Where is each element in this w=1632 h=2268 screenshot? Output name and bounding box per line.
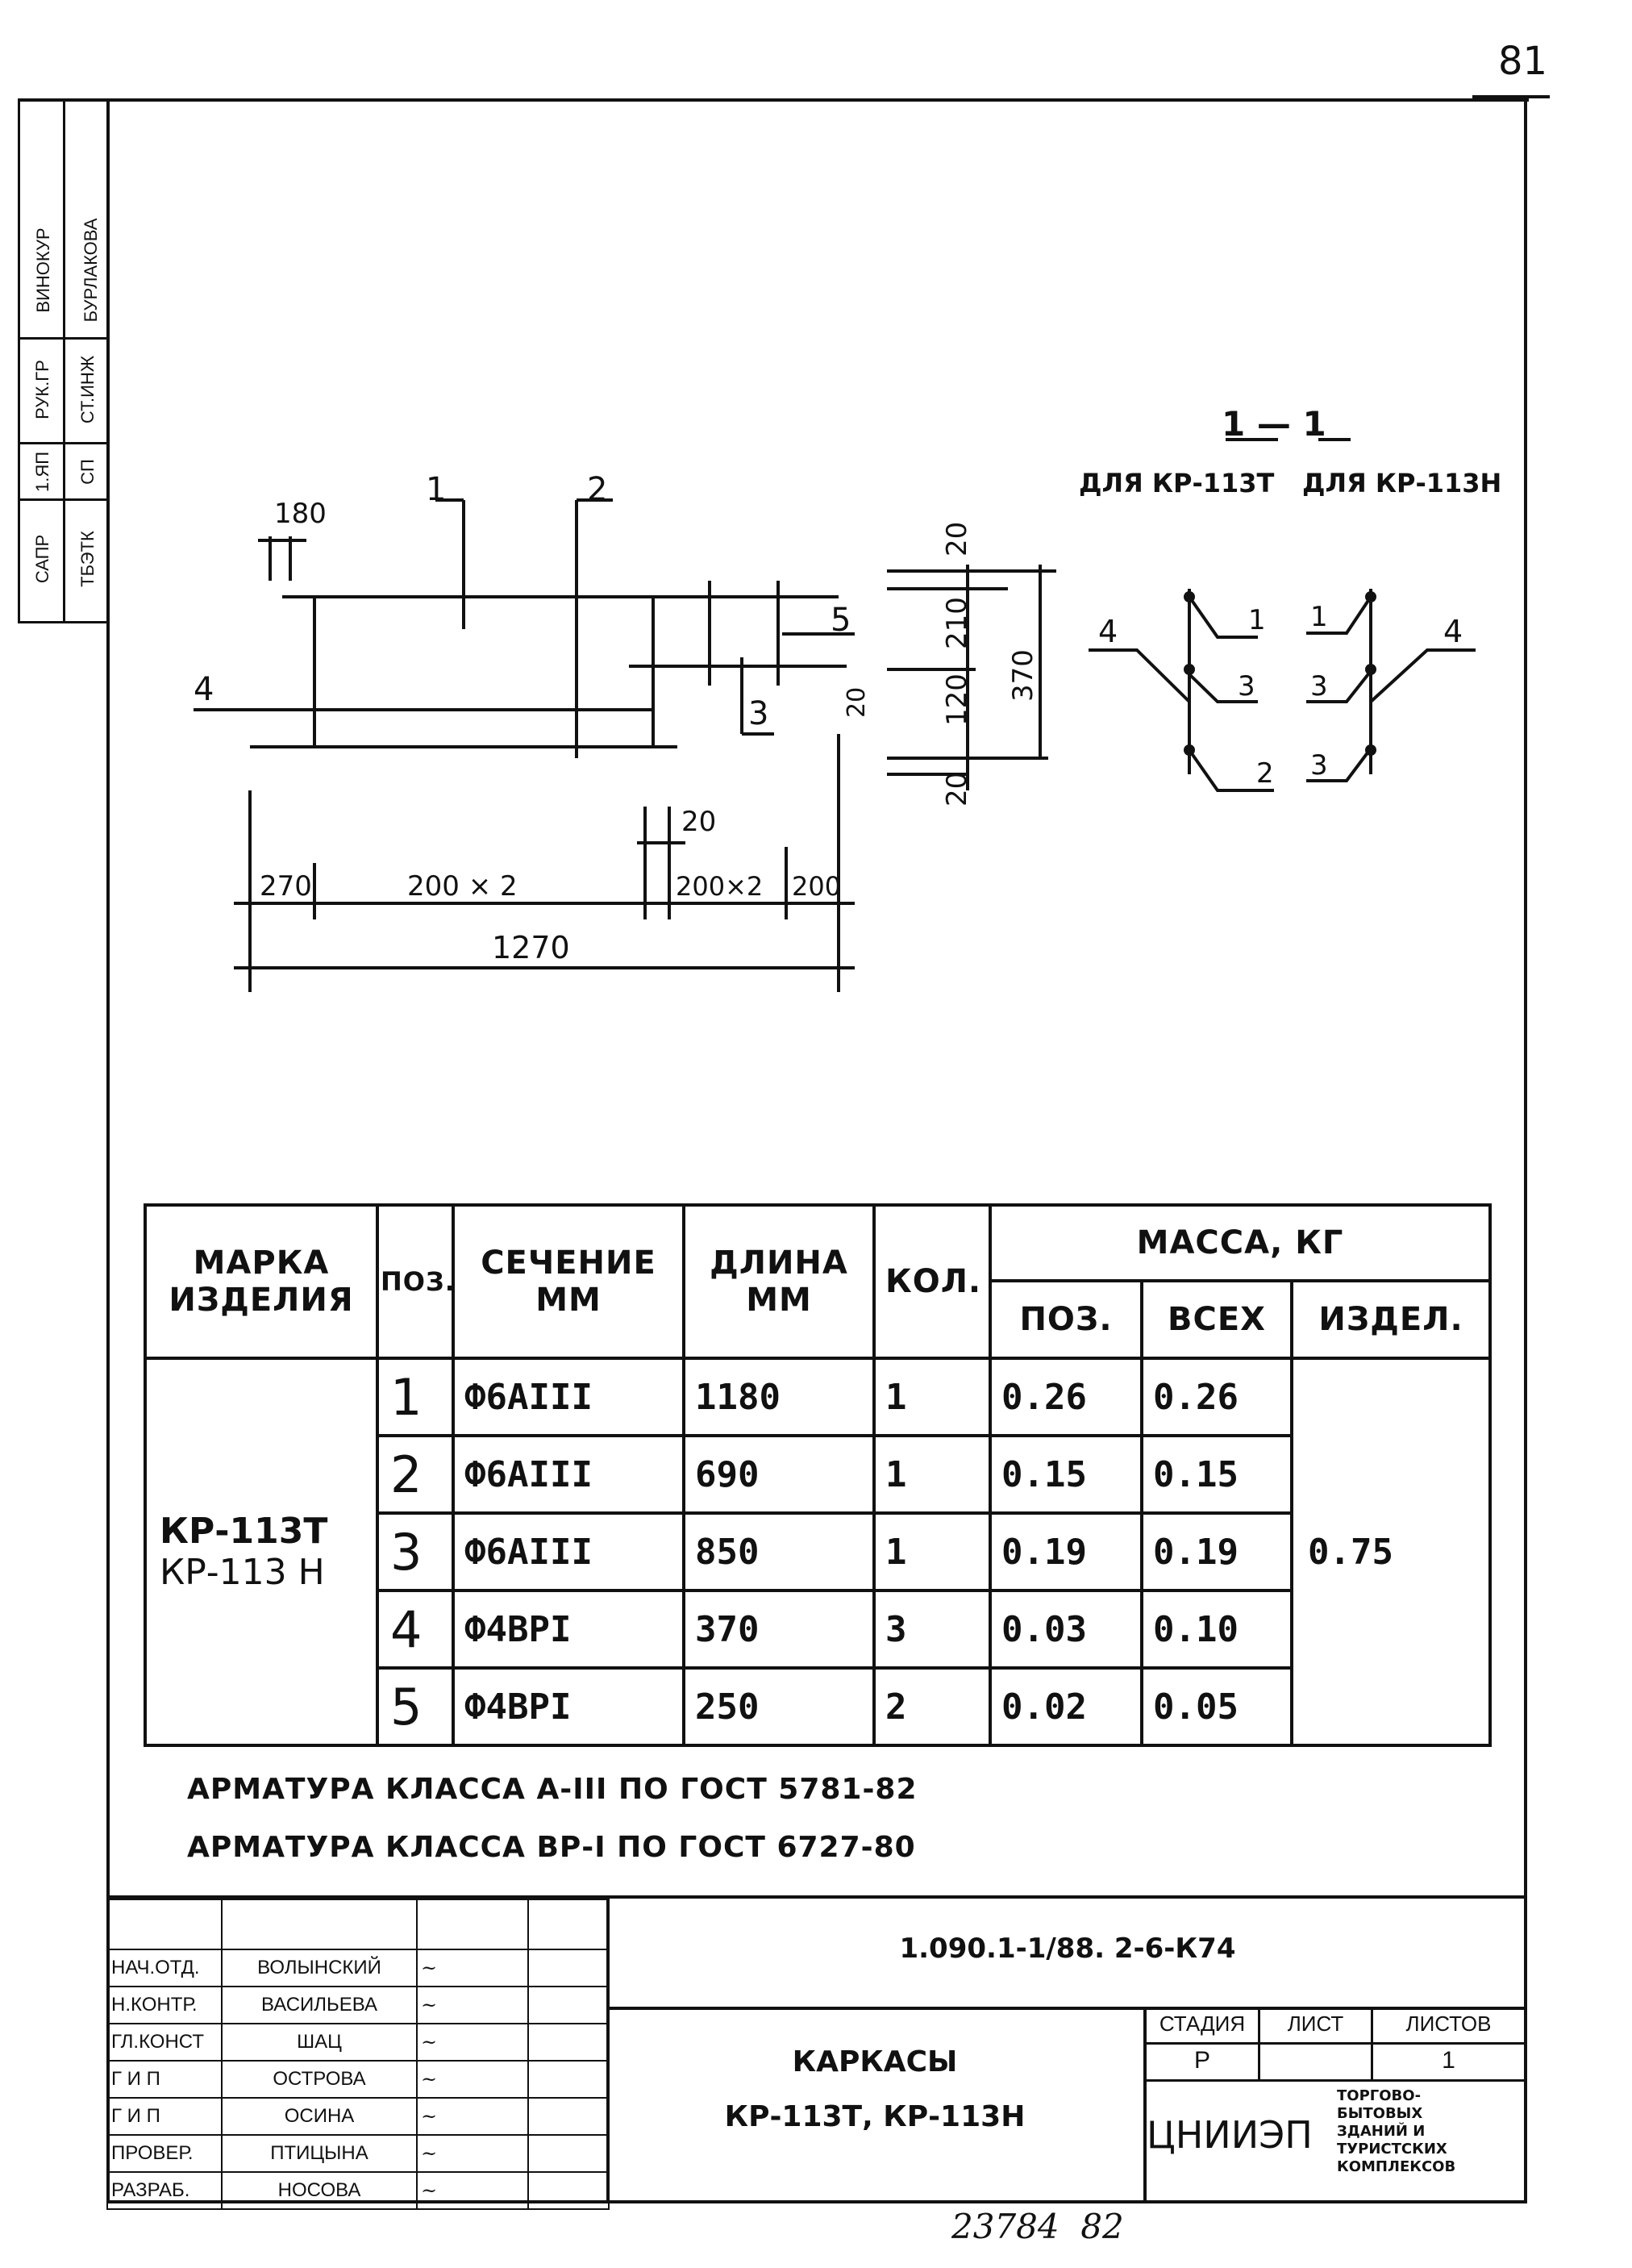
table-cell-length: 690 — [684, 1436, 874, 1513]
header-section: СЕЧЕНИЕ ММ — [453, 1205, 684, 1358]
table-cell-mass-all: 0.26 — [1142, 1358, 1292, 1436]
dim-370: 370 — [1007, 649, 1039, 702]
dim-200x2-a: 200 × 2 — [407, 870, 518, 903]
table-cell-pos: 1 — [377, 1358, 453, 1436]
stamp-stage-line-2 — [1143, 2079, 1526, 2082]
sidebar-sp: СП — [77, 459, 98, 485]
table-cell-mass-pos: 0.19 — [990, 1513, 1142, 1591]
table-cell-pos: 2 — [377, 1436, 453, 1513]
table-cell-pos: 5 — [377, 1668, 453, 1745]
table-cell-mass-pos: 0.26 — [990, 1358, 1142, 1436]
sidebar-rukgr: РУК.ГР — [32, 360, 52, 419]
table-cell-length: 1180 — [684, 1358, 874, 1436]
note-rebar-vr1: АРМАТУРА КЛАССА ВР-I ПО ГОСТ 6727-80 — [187, 1831, 916, 1864]
table-cell-qty: 2 — [874, 1668, 990, 1745]
stamp-name: ПТИЦЫНА — [222, 2135, 417, 2172]
header-mass-pos: ПОЗ. — [990, 1281, 1142, 1358]
dim-200x2-b: 200×2 — [676, 871, 764, 902]
signature-image: ~ — [417, 2172, 528, 2209]
table-cell-qty: 3 — [874, 1591, 990, 1668]
table-cell-qty: 1 — [874, 1436, 990, 1513]
stamp-signatures — [106, 1899, 610, 2210]
dim-270: 270 — [260, 870, 312, 903]
table-cell-section: Ф4ВРI — [453, 1668, 684, 1745]
stamp-stage-line-1 — [1143, 2042, 1526, 2045]
stage-value: Р — [1193, 2047, 1210, 2074]
section-label-3-right-a: 3 — [1310, 670, 1328, 702]
specification-table — [144, 1203, 1492, 1747]
header-pos: ПОЗ. — [377, 1205, 453, 1358]
section-label-4-right: 4 — [1443, 614, 1463, 649]
sidebar-1gap: 1.ЯП — [32, 451, 52, 493]
note-rebar-a3: АРМАТУРА КЛАССА А-III ПО ГОСТ 5781-82 — [187, 1773, 918, 1806]
pos-2-label: 2 — [587, 471, 608, 508]
dim-20-mid: 20 — [843, 686, 871, 718]
organization-description: ТОРГОВО- БЫТОВЫХ ЗДАНИЙ И ТУРИСТСКИХ КОМПЛЕКСОВ — [1337, 2087, 1456, 2175]
section-label-3-left: 3 — [1238, 670, 1255, 702]
table-cell-item-mass: 0.75 — [1292, 1358, 1490, 1745]
signature-image: ~ — [417, 1987, 528, 2024]
stamp-role: Г И П — [107, 2098, 222, 2135]
section-label-4-left: 4 — [1098, 614, 1118, 649]
dim-210: 210 — [941, 597, 973, 649]
signature-image: ~ — [417, 2098, 528, 2135]
table-cell-section: Ф4ВРI — [453, 1591, 684, 1668]
sheets-label: ЛИСТОВ — [1405, 2012, 1492, 2036]
stamp-role: ГЛ.КОНСТ — [107, 2024, 222, 2061]
dim-200: 200 — [792, 871, 842, 902]
stamp-name: ВАСИЛЬЕВА — [222, 1987, 417, 2024]
section-right-label: ДЛЯ КР-113Н — [1302, 468, 1502, 498]
table-cell-section: Ф6АIII — [453, 1513, 684, 1591]
dim-20-bottom: 20 — [941, 771, 973, 807]
table-cell-section: Ф6АIII — [453, 1358, 684, 1436]
table-cell-qty: 1 — [874, 1358, 990, 1436]
archive-number: 23784 82 — [951, 2207, 1124, 2246]
stamp-role: РАЗРАБ. — [107, 2172, 222, 2209]
reinforcement-drawing — [0, 0, 1632, 1049]
sidebar-sapr: САПР — [32, 534, 52, 584]
header-mass-all: ВСЕХ — [1142, 1281, 1292, 1358]
pos-1-label: 1 — [426, 471, 447, 508]
pos-4-label: 4 — [194, 671, 214, 708]
item-mark: КР-113Т КР-113 Н — [145, 1358, 377, 1745]
organization-name: ЦНИИЭП — [1147, 2113, 1313, 2157]
table-cell-mass-pos: 0.03 — [990, 1591, 1142, 1668]
pos-5-label: 5 — [831, 602, 851, 639]
section-label-3-right-b: 3 — [1310, 749, 1328, 782]
stamp-name: ШАЦ — [222, 2024, 417, 2061]
table-cell-pos: 4 — [377, 1591, 453, 1668]
table-cell-mass-all: 0.19 — [1142, 1513, 1292, 1591]
signature-image: ~ — [417, 2024, 528, 2061]
stage-label: СТАДИЯ — [1159, 2012, 1246, 2036]
stamp-name: ОСТРОВА — [222, 2061, 417, 2098]
header-mass-item: ИЗДЕЛ. — [1292, 1281, 1490, 1358]
table-cell-mass-all: 0.05 — [1142, 1668, 1292, 1745]
dim-180: 180 — [274, 498, 327, 530]
table-cell-pos: 3 — [377, 1513, 453, 1591]
section-label-2-left: 2 — [1256, 757, 1274, 790]
stamp-role: Г И П — [107, 2061, 222, 2098]
header-mark: МАРКА ИЗДЕЛИЯ — [145, 1205, 377, 1358]
table-cell-mass-all: 0.15 — [1142, 1436, 1292, 1513]
signature-image: ~ — [417, 1949, 528, 1987]
signature-image: ~ — [417, 2061, 528, 2098]
stamp-role: ПРОВЕР. — [107, 2135, 222, 2172]
document-code: 1.090.1-1/88. 2-6-К74 — [899, 1932, 1236, 1965]
sidebar-burlakova: БУРЛАКОВА — [81, 218, 101, 323]
dim-20-upper: 20 — [681, 806, 717, 838]
section-label-1-right: 1 — [1310, 601, 1328, 633]
stamp-name: ОСИНА — [222, 2098, 417, 2135]
table-cell-qty: 1 — [874, 1513, 990, 1591]
drawing-title-line1: КАРКАСЫ — [792, 2045, 958, 2078]
stamp-code-divider — [606, 1895, 610, 2202]
sidebar-tbetk: ТБЭТК — [77, 531, 98, 587]
stamp-name: НОСОВА — [222, 2172, 417, 2209]
sheets-value: 1 — [1442, 2047, 1455, 2074]
pos-3-label: 3 — [748, 695, 769, 732]
signature-image: ~ — [417, 2135, 528, 2172]
table-cell-length: 250 — [684, 1668, 874, 1745]
sidebar-vinokur: ВИНОКУР — [33, 227, 53, 313]
header-qty: КОЛ. — [874, 1205, 990, 1358]
table-cell-section: Ф6АIII — [453, 1436, 684, 1513]
section-left-label: ДЛЯ КР-113Т — [1079, 468, 1275, 498]
dim-120: 120 — [941, 673, 973, 726]
sheet-label: ЛИСТ — [1287, 2012, 1344, 2036]
header-mass: МАССА, КГ — [990, 1205, 1490, 1281]
stamp-role: Н.КОНТР. — [107, 1987, 222, 2024]
dim-1270: 1270 — [492, 930, 570, 965]
drawing-title-line2: КР-113Т, КР-113Н — [724, 2100, 1026, 2133]
sidebar-stinzh: СТ.ИНЖ — [77, 355, 98, 424]
table-cell-length: 370 — [684, 1591, 874, 1668]
stamp-mid-line — [606, 2007, 1526, 2010]
section-label-1-left: 1 — [1248, 604, 1266, 636]
page-number: 81 — [1498, 39, 1548, 84]
stamp-name: ВОЛЫНСКИЙ — [222, 1949, 417, 1987]
table-cell-mass-all: 0.10 — [1142, 1591, 1292, 1668]
header-length: ДЛИНА ММ — [684, 1205, 874, 1358]
table-cell-mass-pos: 0.15 — [990, 1436, 1142, 1513]
section-title: 1 — 1 — [1222, 404, 1326, 444]
stamp-role: НАЧ.ОТД. — [107, 1949, 222, 1987]
table-cell-mass-pos: 0.02 — [990, 1668, 1142, 1745]
table-cell-length: 850 — [684, 1513, 874, 1591]
dim-20-top: 20 — [941, 521, 973, 557]
